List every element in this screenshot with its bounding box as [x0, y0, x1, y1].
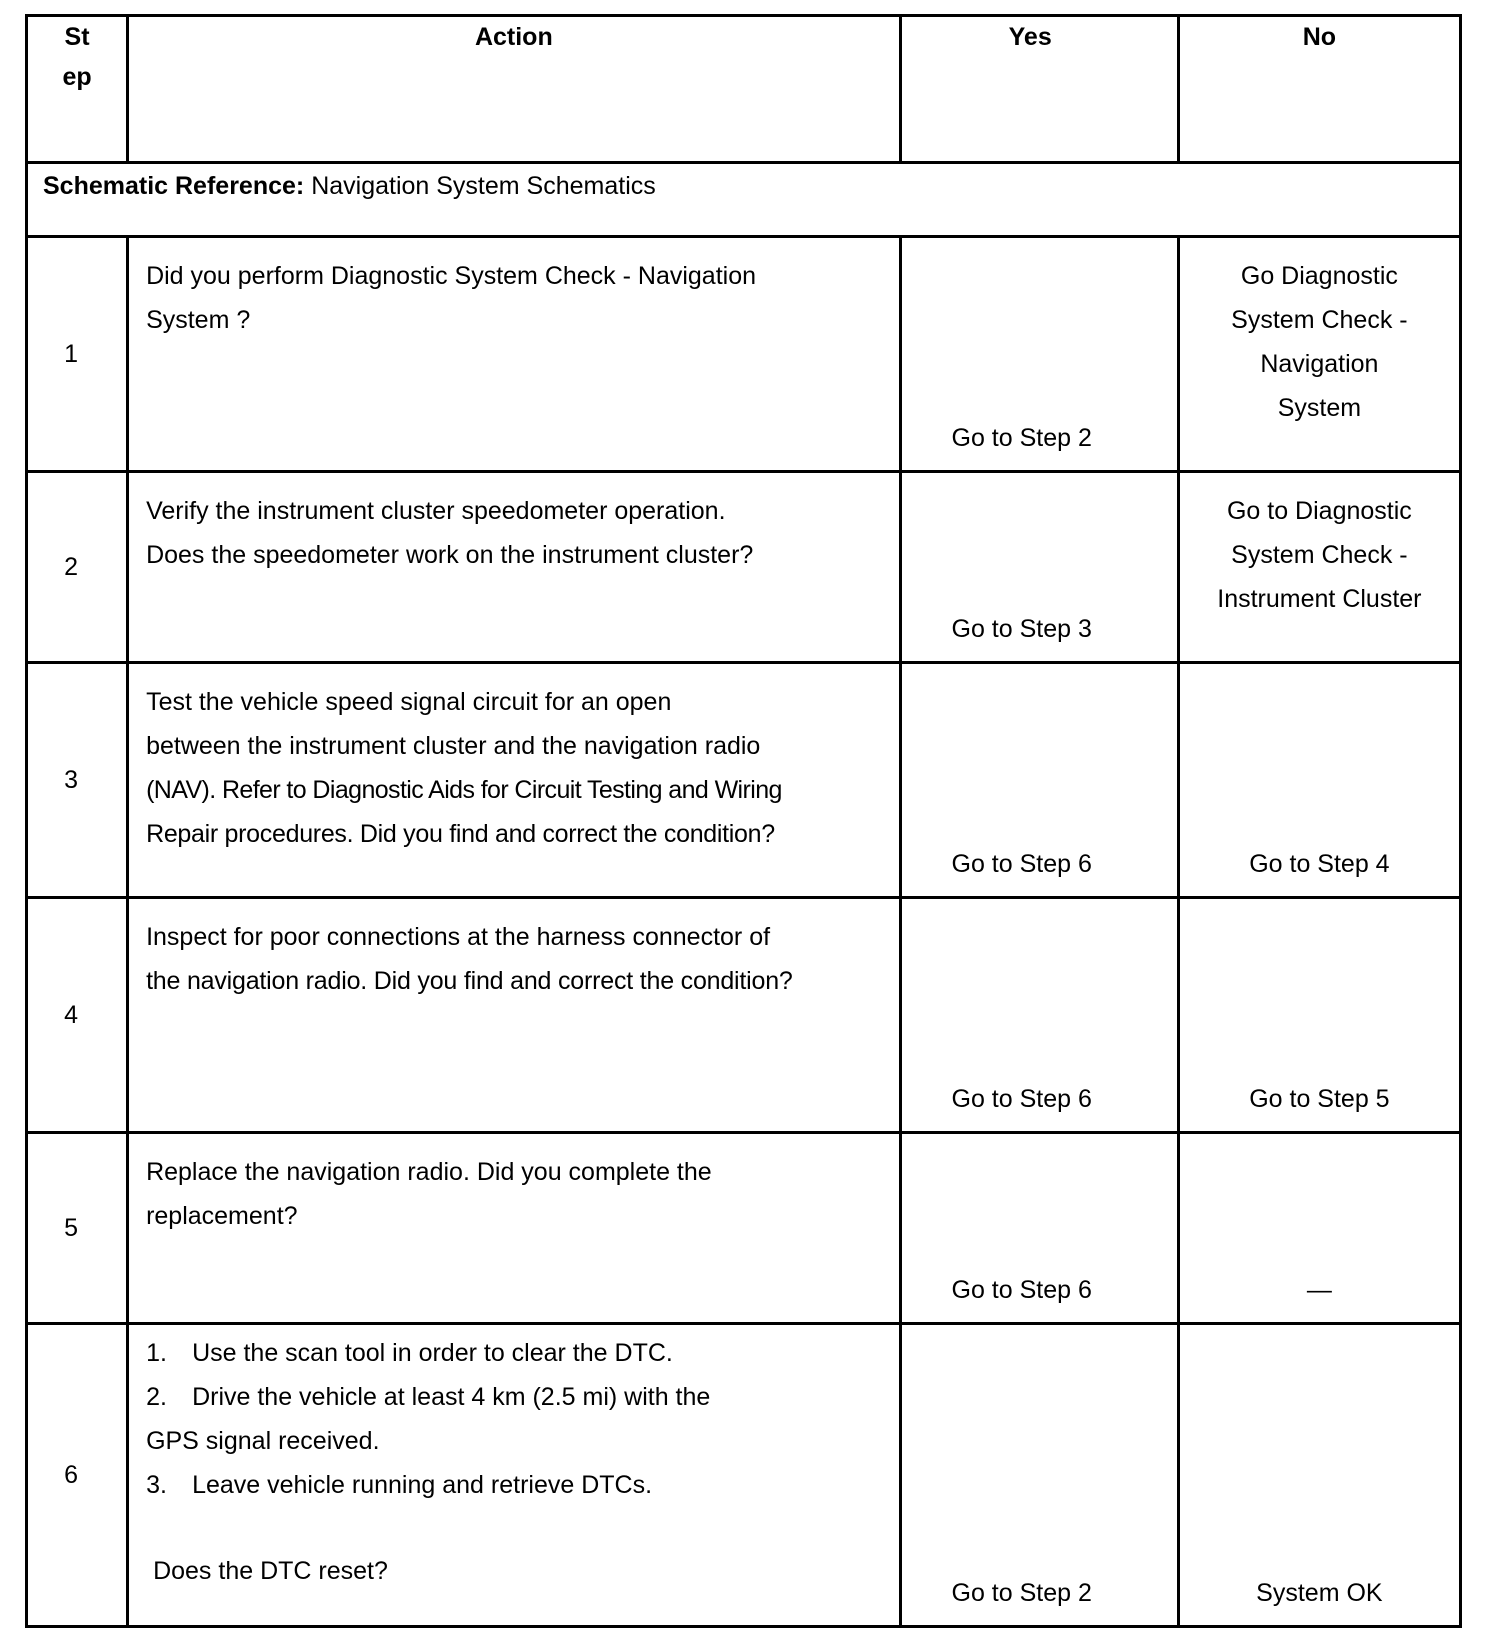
yes-cell: Go to Step 2: [900, 1324, 1178, 1627]
table-row: [27, 237, 1461, 472]
diagnostic-table: [25, 14, 1462, 1628]
schematic-reference: [27, 163, 1461, 237]
action-line: Replace the navigation radio. Did you complete the: [146, 1158, 712, 1186]
no-line: System: [1277, 394, 1362, 422]
step-number: 6: [27, 1324, 128, 1627]
list-number: 1.: [146, 1339, 167, 1367]
yes-cell: Go to Step 6: [900, 1133, 1178, 1324]
step-header: [27, 16, 128, 163]
no-cell: [1178, 472, 1460, 663]
action-line: System ?: [146, 306, 251, 334]
action-cell: [128, 1133, 901, 1324]
action-cell: [128, 898, 901, 1133]
no-cell: [1178, 237, 1460, 472]
question-text: Does the DTC reset?: [153, 1557, 388, 1585]
no-line: Instrument Cluster: [1217, 585, 1422, 613]
list-continuation: GPS signal received.: [146, 1427, 380, 1455]
list-item: [146, 1331, 889, 1375]
no-cell: Go to Step 4: [1178, 663, 1460, 898]
action-cell: [128, 1324, 901, 1627]
action-line: replacement?: [146, 1202, 298, 1230]
no-cell: —: [1178, 1133, 1460, 1324]
list-text: Leave vehicle running and retrieve DTCs.: [192, 1471, 653, 1499]
step-header-line1: St: [64, 23, 90, 51]
header-row: [27, 16, 1461, 163]
action-line: the navigation radio. Did you find and correct the condition?: [146, 967, 793, 995]
action-cell: [128, 663, 901, 898]
list-text: Drive the vehicle at least 4 km (2.5 mi) with the: [192, 1383, 711, 1411]
no-cell: System OK: [1178, 1324, 1460, 1627]
action-line: Test the vehicle speed signal circuit for an open: [146, 688, 672, 716]
table-row: [27, 898, 1461, 1133]
schematic-reference-value: Navigation System Schematics: [311, 172, 656, 200]
yes-cell: Go to Step 6: [900, 663, 1178, 898]
no-cell: Go to Step 5: [1178, 898, 1460, 1133]
step-number: 2: [27, 472, 128, 663]
table-row: [27, 472, 1461, 663]
no-line: System Check -: [1231, 306, 1408, 334]
action-line: Does the speedometer work on the instrument cluster?: [146, 541, 754, 569]
no-header: No: [1178, 16, 1460, 163]
list-number: 2.: [146, 1383, 167, 1411]
yes-cell: Go to Step 2: [900, 237, 1178, 472]
step-number: 3: [27, 663, 128, 898]
yes-cell: Go to Step 3: [900, 472, 1178, 663]
action-line: between the instrument cluster and the navigation radio: [146, 732, 761, 760]
list-number: 3.: [146, 1471, 167, 1499]
action-header: Action: [128, 16, 901, 163]
step-header-line2: ep: [62, 63, 92, 91]
no-line: Navigation: [1260, 350, 1379, 378]
action-cell: [128, 237, 901, 472]
yes-header: Yes: [900, 16, 1178, 163]
schematic-reference-label: Schematic Reference:: [43, 172, 305, 200]
list-item: [146, 1463, 889, 1507]
action-line: (NAV). Refer to Diagnostic Aids for Circuit Testing and Wiring: [146, 776, 782, 804]
step-number: 4: [27, 898, 128, 1133]
yes-cell: Go to Step 6: [900, 898, 1178, 1133]
no-line: Go to Diagnostic: [1226, 497, 1412, 525]
no-line: Go Diagnostic: [1240, 262, 1398, 290]
table-row: [27, 663, 1461, 898]
action-line: Verify the instrument cluster speedometer operation.: [146, 497, 726, 525]
schematic-reference-row: [27, 163, 1461, 237]
action-line: Inspect for poor connections at the harness connector of: [146, 923, 771, 951]
table-row: [27, 1133, 1461, 1324]
list-item: [146, 1375, 889, 1419]
table-row: [27, 1324, 1461, 1627]
action-line: Repair procedures. Did you find and correct the condition?: [146, 820, 775, 848]
action-line: Did you perform Diagnostic System Check - Navigation: [146, 262, 757, 290]
step-number: 1: [27, 237, 128, 472]
action-cell: [128, 472, 901, 663]
list-text: Use the scan tool in order to clear the DTC.: [192, 1339, 673, 1367]
no-line: System Check -: [1231, 541, 1408, 569]
step-number: 5: [27, 1133, 128, 1324]
